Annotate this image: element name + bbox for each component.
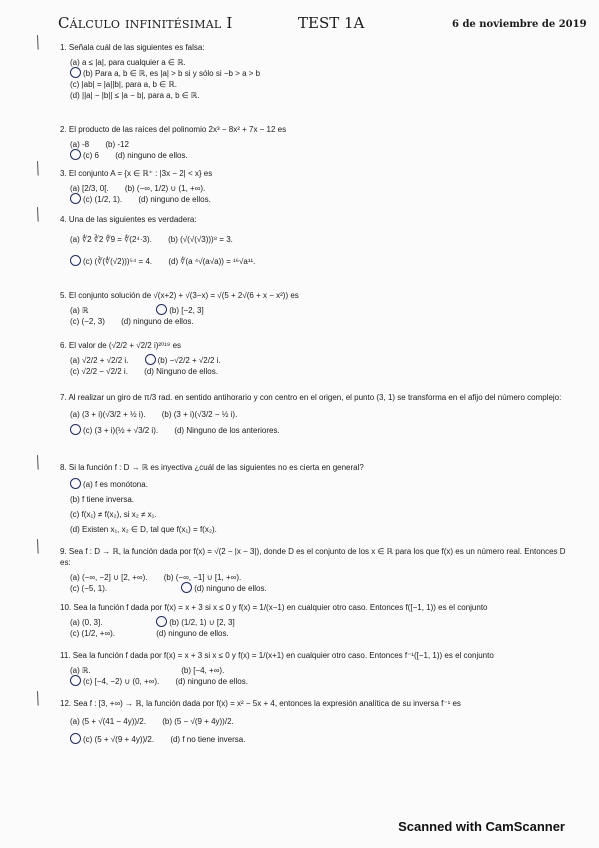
- option-b: (b) (5 − √(9 + 4y))/2.: [162, 717, 234, 726]
- exam-date: 6 de noviembre de 2019: [452, 19, 587, 30]
- question-9: [31, 540, 572, 594]
- option-d: (d) ninguno de ellos.: [175, 677, 248, 686]
- question-stem: 12. Sea f : [3, +∞) → ℝ, la función dada por f(x) = x² − 5x + 4, entonces la expresión analítica de su inversa f⁻¹ es: [60, 699, 461, 708]
- question-8: [31, 456, 572, 537]
- question-stem: 6. El valor de (√2/2 + √2/2 i)²⁰¹⁹ es: [60, 341, 182, 350]
- option-b: (b) (−∞, −1] ∪ [1, +∞).: [163, 573, 242, 582]
- selected-circle-icon: [70, 255, 81, 266]
- option-c: (c) (1/2, 1).: [70, 194, 122, 205]
- check-mark: ╲: [31, 692, 44, 706]
- option-d: (d) ninguno de ellos.: [121, 317, 194, 326]
- option-c: (c) (−5, 1).: [70, 584, 108, 593]
- option-a: (a) (3 + i)(√3/2 + ½ i).: [70, 410, 146, 419]
- option-d: (d) Existen x₁, x₂ ∈ D, tal que f(x₁) = f(x₂).: [70, 525, 217, 534]
- selected-circle-icon: [70, 149, 81, 160]
- option-d: (d) ||a| − |b|| ≤ |a − b|, para a, b ∈ ℝ.: [70, 91, 200, 100]
- question-stem: 10. Sea la función f dada por f(x) = x + 3 si x ≤ 0 y f(x) = 1/(x−1) en cualquier otro caso. Entonces f([−1, 1)) es el conjunto: [60, 603, 488, 612]
- question-stem: 1. Señala cuál de las siguientes es falsa:: [60, 43, 205, 52]
- option-d: (d) f no tiene inversa.: [170, 735, 246, 744]
- option-c: (c) (3 + i)(½ + √3/2 i).: [70, 423, 158, 439]
- question-stem: 2. El producto de las raíces del polinomio 2x³ − 8x² + 7x − 12 es: [60, 125, 287, 134]
- selected-circle-icon: [70, 67, 81, 78]
- selected-circle-icon: [70, 675, 81, 686]
- option-c: (c) √2/2 − √2/2 i.: [70, 367, 128, 376]
- question-stem: 9. Sea f : D → ℝ, la función dada por f(x) = √(2 − |x − 3|), donde D es el conjunto de los x ∈ ℝ para los que f(x) es un número real. Entonces D es:: [60, 547, 566, 567]
- selected-circle-icon: [181, 582, 192, 593]
- option-c: (c) |ab| = |a||b|, para a, b ∈ ℝ.: [70, 80, 177, 89]
- option-d: (d) ninguno de ellos.: [181, 583, 267, 594]
- selected-circle-icon: [70, 193, 81, 204]
- option-a: (a) a ≤ |a|, para cualquier a ∈ ℝ.: [70, 58, 186, 67]
- option-a: (a) f es monótona.: [70, 477, 572, 492]
- option-d: (d) Ninguno de ellos.: [144, 367, 218, 376]
- option-b: (b) -12: [105, 140, 129, 149]
- question-5: [60, 290, 572, 327]
- option-a: (a) (5 + √(41 − 4y))/2.: [70, 717, 146, 726]
- check-mark: ╲: [31, 162, 44, 176]
- option-b: (b) (√(√(√3)))⁸ = 3.: [168, 235, 233, 244]
- selected-circle-icon: [70, 733, 81, 744]
- question-stem: 3. El conjunto A = {x ∈ ℝ⁺ : |3x − 2| < x} es: [60, 169, 213, 178]
- option-d: (d) Ninguno de los anteriores.: [174, 426, 280, 435]
- test-title: TEST 1A: [298, 14, 365, 32]
- option-b: (b) −√2/2 + √2/2 i.: [145, 355, 221, 366]
- option-a: (a) √2/2 + √2/2 i.: [70, 356, 129, 365]
- option-b: (b) (3 + i)(√3/2 − ½ i).: [161, 410, 238, 419]
- question-12: [31, 692, 572, 749]
- option-c: (c) (−2, 3): [70, 317, 105, 326]
- option-c: (c) f(x₁) ≠ f(x₂), si x₂ ≠ x₁.: [70, 510, 157, 519]
- option-a: (a) (−∞, −2] ∪ [2, +∞).: [70, 573, 148, 582]
- option-a: (a) [2/3, 0[.: [70, 184, 109, 193]
- question-stem: 5. El conjunto solución de √(x+2) + √(3−x) = √(5 + 2√(6 + x − x²)) es: [60, 291, 299, 300]
- option-a: (a) (0, 3].: [70, 618, 103, 627]
- option-a: (a) ∜2 ∛2 ∜9 = ∜(2⁴·3).: [70, 235, 152, 244]
- option-c: (c) (5 + √(9 + 4y))/2.: [70, 731, 154, 749]
- question-stem: 11. Sea la función f dada por f(x) = x + 3 si x ≤ 0 y f(x) = 1/(x+1) en cualquier otro caso. Entonces f⁻¹([−1, 1)) es el conjunto: [60, 651, 494, 660]
- option-b: (b) Para a, b ∈ ℝ, es |a| > b si y sólo si −b > a > b: [70, 68, 572, 79]
- option-b: (b) [−4, +∞).: [181, 666, 225, 675]
- question-stem: 7. Al realizar un giro de π/3 rad. en sentido antihorario y con centro en el origen, el punto (3, 1) se transforma en el afijo del número complejo:: [60, 393, 562, 402]
- option-c: (c) (∛(∜(√2)))⁵⁴ = 4.: [70, 251, 152, 273]
- selected-circle-icon: [70, 478, 81, 489]
- selected-circle-icon: [145, 354, 156, 365]
- option-c: (c) 6: [70, 150, 99, 161]
- option-d: (d) ninguno de ellos.: [138, 195, 211, 204]
- question-6: [60, 340, 572, 377]
- selected-circle-icon: [156, 304, 167, 315]
- question-1: [31, 36, 572, 101]
- check-mark: ╲: [31, 540, 44, 554]
- selected-circle-icon: [156, 616, 167, 627]
- question-stem: 4. Una de las siguientes es verdadera:: [60, 215, 197, 224]
- check-mark: ╲: [31, 208, 44, 222]
- option-b: (b) (1/2, 1) ∪ [2, 3]: [156, 617, 234, 628]
- question-7: [60, 392, 572, 439]
- option-d: (d) ∜(a ⁴√(a√a)) = ¹⁶√a¹¹.: [168, 257, 256, 266]
- question-10: [60, 602, 572, 639]
- question-3: [31, 162, 572, 205]
- scanner-watermark: Scanned with CamScanner: [398, 819, 565, 834]
- option-d: (d) ninguno de ellos.: [115, 151, 188, 160]
- option-a: (a) ℝ: [70, 306, 89, 315]
- option-b: (b) [−2, 3]: [156, 305, 203, 316]
- option-a: (a) ℝ.: [70, 666, 91, 675]
- check-mark: ╲: [31, 36, 44, 50]
- option-b: (b) f tiene inversa.: [70, 495, 135, 504]
- option-d: (d) ninguno de ellos.: [156, 629, 229, 638]
- question-2: [60, 124, 572, 161]
- option-c: (c) (1/2, +∞).: [70, 629, 116, 638]
- question-4: [31, 208, 572, 273]
- option-c: (c) [−4, −2) ∪ (0, +∞).: [70, 676, 159, 687]
- selected-circle-icon: [70, 424, 81, 435]
- option-b: (b) (−∞, 1/2) ∪ (1, +∞).: [124, 184, 206, 193]
- question-11: [60, 650, 572, 687]
- option-a: (a) -8: [70, 140, 90, 149]
- question-stem: 8. Si la función f : D → ℝ es inyectiva ¿cuál de las siguientes no es cierta en general?: [60, 463, 364, 472]
- course-title: Cálculo infinitésimal I: [58, 14, 233, 32]
- check-mark: ╲: [31, 456, 44, 470]
